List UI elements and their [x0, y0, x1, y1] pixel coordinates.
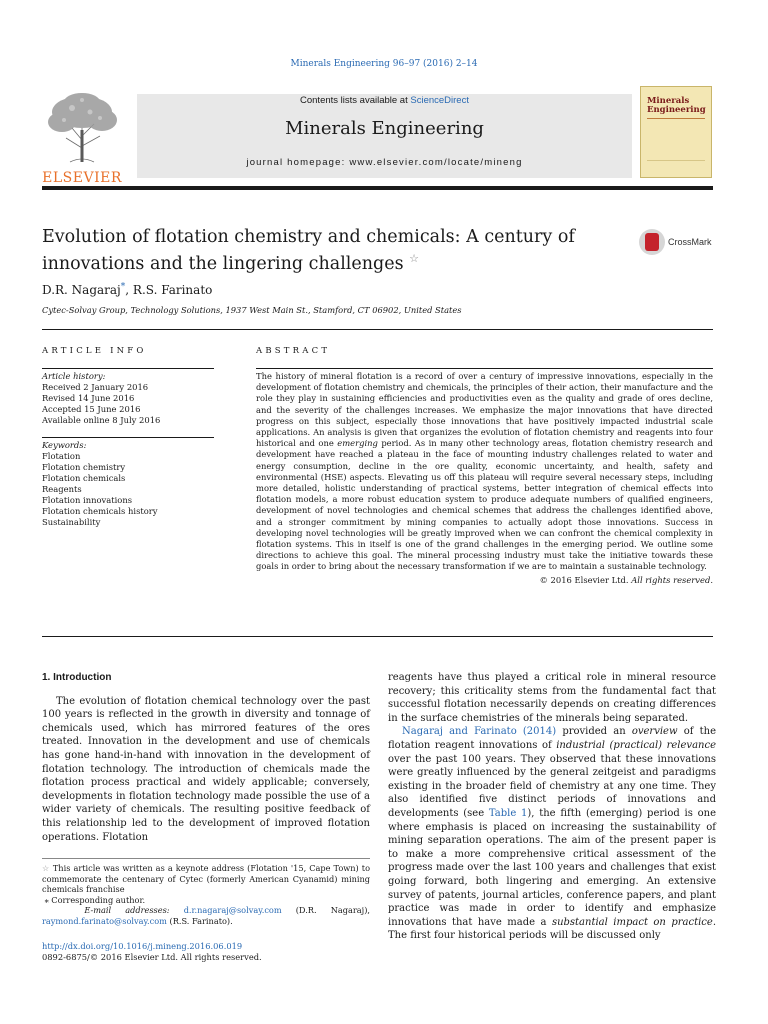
- header-divider: [42, 186, 713, 190]
- history-item: Received 2 January 2016: [42, 382, 149, 392]
- cover-rule: [647, 118, 705, 119]
- history-item: Accepted 15 June 2016: [42, 404, 141, 414]
- paragraph: Nagaraj and Farinato (2014) provided an overview of the flotation reagent innovations of industrial (practical) relevance over the past 100 years. They observed that these innovations were greatly influenced by the general zeitgeist and paradigms existing in the broader field of chemistry at any one time. They also identified five distinct periods of innovations and developments (see Table 1), the fifth (emerging) period is one where emphasis is placed on increasing the sustainability of mining separation operations. The aim of the present paper is to make a more comprehensive critical assessment of the progress made over the last 100 years and challenges that exist going forward, both lingering and emerging. An extensive survey of patents, journal articles, conference papers, and plant practice was made in order to identify and emphasize innovations that have made a substantial impact on practice. The first four historical periods will be discussed only: [388, 726, 716, 942]
- section-heading-introduction: 1. Introduction: [42, 672, 112, 683]
- keyword-item: Flotation: [42, 451, 81, 461]
- cover-footer-rule: [647, 160, 705, 169]
- abstract-body: The history of mineral flotation is a record of over a century of impressive innovations, especially in the development of flotation chemistry and chemicals, the principles of their action, their manufacture and the role they play in sustaining efficiencies and productivities even as the quality and grade of ores decline, and the severity of the challenges increases. We emphasize the major innovations that have directed progress on this subject, especially those innovations that have positively impacted industrial scale applications. An analysis is given that organizes the evolution of flotation chemistry and reagents into four historical and one emerging period. As in many other technology areas, flotation chemistry research and development have reached a plateau in the face of mounting industry challenges related to water and energy consumption, decline in the ore quality, economic uncertainty, and health, safety and environmental (HSE) aspects. Elevating us off this plateau will require several necessary steps, including more detailed, holistic understanding of practical systems, better integration of chemical effects into flotation models, a more robust education system to produce adequate numbers of qualified engineers, development of novel technologies and chemical schemes that address the challenges identified above, and a stronger commitment by mining companies to actually adopt those innovations. Success in developing novel technologies will be greatly improved when we can confront the chemical complexity in flotation systems. This in itself is one of the grand challenges in the emerging period. We outline some directions to achieve this goal. The mineral processing industry must take the initiative towards these goals in order to bring about the necessary transformation if we are to maintain a sustainable technology. © 2016 Elsevier Ltd. All rights reserved.: [256, 368, 713, 586]
- crossmark-label: CrossMark: [668, 237, 712, 247]
- journal-header: [42, 82, 713, 186]
- abstract-heading: ABSTRACT: [256, 346, 331, 356]
- issn-line: 0892-6875/© 2016 Elsevier Ltd. All rights reserved.: [42, 952, 262, 962]
- elsevier-logo: [42, 90, 122, 186]
- journal-title: Minerals Engineering: [285, 118, 484, 139]
- keyword-item: Reagents: [42, 484, 82, 494]
- journal-cover-thumbnail[interactable]: [640, 86, 712, 178]
- email-link-nagaraj[interactable]: d.r.nagaraj@solvay.com: [183, 905, 282, 916]
- reference-link[interactable]: Nagaraj and Farinato (2014): [402, 726, 557, 738]
- cover-title: Minerals Engineering: [647, 96, 706, 115]
- keyword-item: Sustainability: [42, 517, 101, 527]
- article-info: [42, 368, 214, 528]
- keyword-item: Flotation chemistry: [42, 462, 126, 472]
- crossmark-icon: [639, 229, 665, 255]
- history-item: Revised 14 June 2016: [42, 393, 135, 403]
- article-history: Article history: Received 2 January 2016 Revised 14 June 2016 Accepted 15 June 2016 Available online 8 July 2016: [42, 368, 214, 426]
- paragraph: The evolution of flotation chemical technology over the past 100 years is reflected in the growth in diversity and tonnage of chemicals used, which has mirrored features of the ores treated. Innovation in the development and use of chemicals has gone hand-in-hand with innovation in the development of flotation technology. The introduction of chemicals made the flotation process practical and widely applicable; conversely, developments in flotation technology made possible the use of a wider variety of chemicals. The resulting positive feedback of this relationship led to the development of improved flotation operations. Flotation: [42, 695, 370, 843]
- history-item: Available online 8 July 2016: [42, 415, 161, 425]
- article-info-heading: ARTICLE INFO: [42, 346, 147, 356]
- footnote-corresponding: ⁎ Corresponding author.: [44, 894, 146, 905]
- body-left-column: [42, 671, 370, 844]
- journal-citation[interactable]: Minerals Engineering 96–97 (2016) 2–14: [290, 59, 478, 69]
- keyword-item: Flotation chemicals history: [42, 506, 158, 516]
- publisher-name: ELSEVIER: [42, 170, 122, 186]
- author-farinato[interactable]: R.S. Farinato: [132, 283, 213, 297]
- title-footnote-mark[interactable]: ☆: [409, 252, 420, 265]
- abstract-copyright: © 2016 Elsevier Ltd. All rights reserved.: [539, 574, 713, 585]
- table-link[interactable]: Table 1: [488, 807, 528, 819]
- keyword-item: Flotation chemicals: [42, 473, 126, 483]
- crossmark-badge[interactable]: [639, 229, 715, 259]
- journal-banner: [137, 94, 632, 178]
- author-list: D.R. Nagaraj*, R.S. Farinato: [42, 282, 213, 297]
- doi-block: [42, 941, 262, 963]
- contents-line: Contents lists available at ScienceDirect: [300, 95, 469, 106]
- keywords: Keywords: Flotation Flotation chemistry Flotation chemicals Reagents Flotation innovations Flotation chemicals history Sustainability: [42, 437, 214, 528]
- footnotes: [42, 858, 370, 927]
- article-title: Evolution of flotation chemistry and chemicals: A century of innovations and the lingering challenges ☆: [42, 227, 575, 274]
- keyword-item: Flotation innovations: [42, 495, 133, 505]
- elsevier-tree-icon: [42, 90, 122, 165]
- paragraph: reagents have thus played a critical role in mineral resource recovery; this criticality stems from the fundamental fact that successful flotation necessarily depends on creating differences in the surface chemistries of the minerals being separated.: [388, 672, 716, 724]
- email-link-farinato[interactable]: raymond.farinato@solvay.com: [42, 915, 167, 926]
- author-nagaraj[interactable]: D.R. Nagaraj: [42, 283, 121, 297]
- abstract-divider: [42, 636, 713, 637]
- title-divider: [42, 329, 713, 330]
- footnote-emails: E-mail addresses: d.r.nagaraj@solvay.com (D.R. Nagaraj), raymond.farinato@solvay.com (R.S. Farinato).: [42, 905, 370, 926]
- sciencedirect-link[interactable]: ScienceDirect: [410, 95, 469, 106]
- footnote-keynote: ☆ This article was written as a keynote address (Flotation '15, Cape Town) to commemorate the centenary of Cytec (formerly American Cyanamid) mining chemicals franchise: [42, 863, 371, 895]
- journal-homepage[interactable]: journal homepage: www.elsevier.com/locate/mineng: [246, 157, 523, 168]
- body-right-column: [388, 671, 716, 943]
- affiliation: Cytec-Solvay Group, Technology Solutions, 1937 West Main St., Stamford, CT 06902, United States: [42, 305, 462, 315]
- doi-link[interactable]: http://dx.doi.org/10.1016/j.mineng.2016.06.019: [42, 941, 243, 951]
- corresponding-author-mark[interactable]: *: [120, 282, 126, 292]
